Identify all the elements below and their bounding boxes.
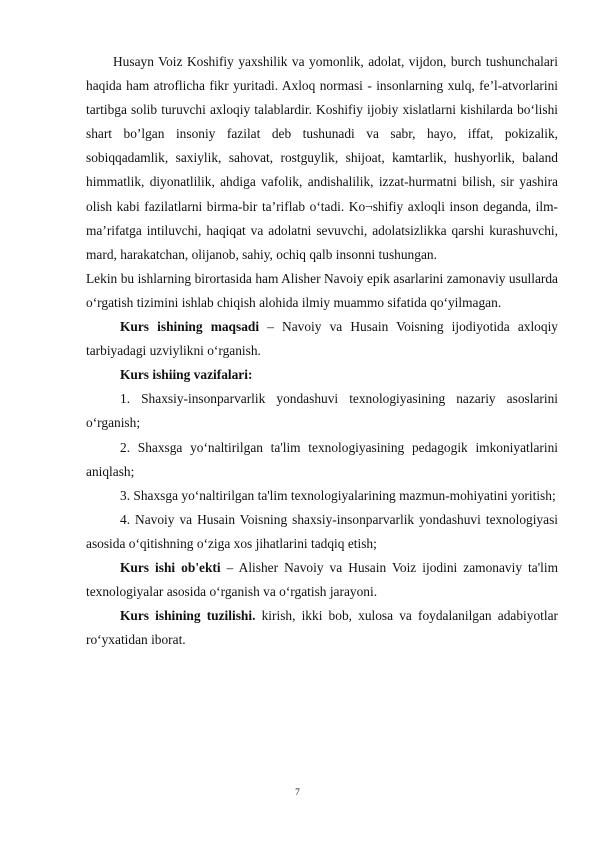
task-item-2: 2. Shaxsga yo‘naltirilgan ta'lim texnologiyasining pedagogik imkoniyatlarini aniqlash; <box>86 439 558 479</box>
task-item-4: 4. Navoiy va Husain Voisning shaxsiy-insonparvarlik yondashuvi texnologiyasi asosida o‘qitishning o‘ziga xos jihatlarini tadqiq etish; <box>86 511 558 551</box>
paragraph-research-gap: Lekin bu ishlarning birortasida ham Alisher Navoiy epik asarlarini zamonaviy usullarda o‘rgatish tizimini ishlab chiqish alohida ilmiy muammo sifatida qo‘yilmagan. <box>86 270 558 310</box>
page-number: 7 <box>295 788 300 798</box>
paragraph-course-object <box>86 556 558 604</box>
paragraph-koshifiy-ethics: Husayn Voiz Koshifiy yaxshilik va yomonlik, adolat, vijdon, burch tushunchalari haqida ham atroflicha fikr yuritadi. Axloq normasi - insonlarning xulq, fe’l-atvorlarini tartibga solib turuvchi axloqiy talablardir. Koshifiy ijobiy xislatlarni kishilarda bo‘lishi shart bo’lgan insoniy fazilat deb tushunadi va sabr, hayo, iffat, pokizalik, sobiqqadamlik, saxiylik, sahovat, rostguylik, shijoat, kamtarlik, hushyorlik, baland himmatlik, diyonatlilik, ahdiga vafolik, andishalilik, izzat-hurmatni bilish, sir yashira olish kabi fazilatlarni birma-bir ta’riflab o‘tadi. Ko¬shifiy axloqli inson deganda, ilm-ma’rifatga intiluvchi, haqiqat va adolatni sevuvchi, adolatsizlikka qarshi kurashuvchi, mard, harakatchan, olijanob, sahiy, ochiq qalb insonni tushungan. <box>86 54 558 262</box>
course-goal-text: – Navoiy va Husain Voisning ijodiyotida axloqiy tarbiyadagi uzviylikni o‘rganish. <box>86 319 558 359</box>
course-goal-label: Kurs ishining maqsadi <box>120 319 260 335</box>
task-item-1: 1. Shaxsiy-insonparvarlik yondashuvi texnologiyasining nazariy asoslarini o‘rganish; <box>86 391 558 431</box>
course-structure-text: kirish, ikki bob, xulosa va foydalanilgan adabiyotlar ro‘yxatidan iborat. <box>86 608 558 648</box>
paragraph-course-goal <box>86 315 558 363</box>
document-body <box>86 50 558 652</box>
course-object-text: – Alisher Navoiy va Husain Voiz ijodini zamonaviy ta'lim texnologiyalar asosida o‘rganish va o‘rgatish jarayoni. <box>86 559 558 600</box>
paragraph-course-structure <box>86 604 558 652</box>
course-tasks-heading: Kurs ishiing vazifalari: <box>120 367 253 383</box>
task-item-3: 3. Shaxsga yo‘naltirilgan ta'lim texnologiyalarining mazmun-mohiyatini yoritish; <box>120 487 556 503</box>
course-object-label: Kurs ishi ob'ekti <box>120 559 221 575</box>
course-structure-label: Kurs ishining tuzilishi. <box>120 608 256 624</box>
